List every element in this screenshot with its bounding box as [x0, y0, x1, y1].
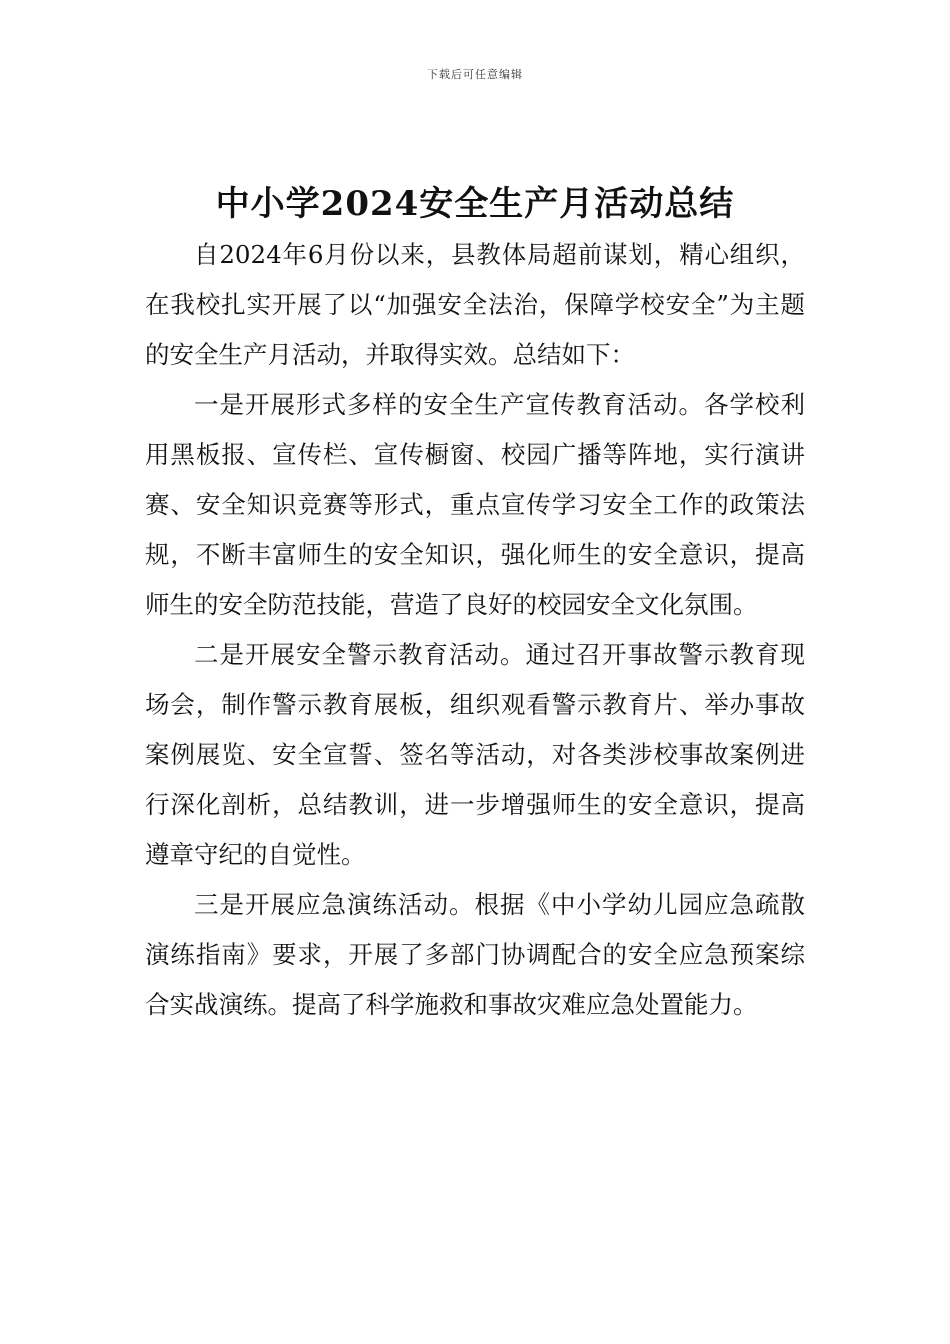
- document-title: 中小学2024安全生产月活动总结: [215, 184, 735, 224]
- paragraph-publicity-education: 一是开展形式多样的安全生产宣传教育活动。各学校利用黑板报、宣传栏、宣传橱窗、校园广播等阵地，实行演讲赛、安全知识竞赛等形式，重点宣传学习安全工作的政策法规，不断丰富师生的安全知识，强化师生的安全意识，提高师生的安全防范技能，营造了良好的校园安全文化氛围。: [145, 390, 805, 619]
- paragraph-intro: 自2024年6月份以来，县教体局超前谋划，精心组织，在我校扎实开展了以“加强安全法治，保障学校安全”为主题的安全生产月活动，并取得实效。总结如下：: [145, 240, 805, 369]
- paragraph-warning-education: 二是开展安全警示教育活动。通过召开事故警示教育现场会，制作警示教育展板，组织观看警示教育片、举办事故案例展览、安全宣誓、签名等活动，对各类涉校事故案例进行深化剖析，总结教训，进一步增强师生的安全意识，提高遵章守纪的自觉性。: [145, 640, 805, 869]
- paragraph-emergency-drill: 三是开展应急演练活动。根据《中小学幼儿园应急疏散演练指南》要求，开展了多部门协调配合的安全应急预案综合实战演练。提高了科学施救和事故灾难应急处置能力。: [145, 890, 805, 1019]
- document-body: [145, 230, 805, 1030]
- page-header-note: 下载后可任意编辑: [427, 68, 523, 81]
